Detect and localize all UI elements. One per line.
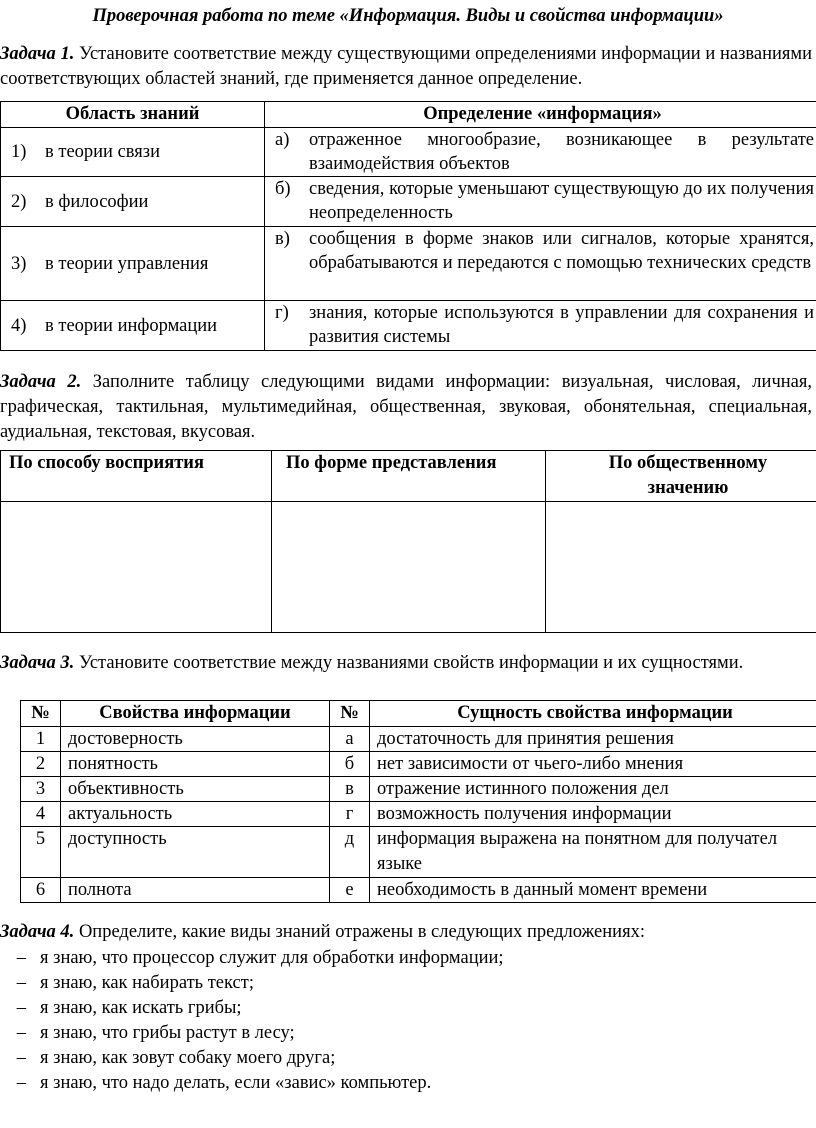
col-form-header: По форме представления: [272, 451, 546, 502]
list-item: [0, 946, 816, 971]
table-row: [21, 878, 816, 903]
table-row: [21, 727, 816, 752]
task1-label: Задача 1.: [0, 44, 75, 64]
list-item-text: я знаю, что грибы растут в лесу;: [40, 1023, 295, 1043]
table-row: [1, 301, 816, 351]
essence-text: информация выражена на понятном для получател языке: [370, 827, 816, 878]
task4-list: [0, 946, 816, 1096]
property-name: объективность: [61, 777, 330, 802]
essence-letter: в: [330, 777, 370, 802]
task1-paragraph: [0, 42, 812, 92]
field-cell: [1, 301, 265, 351]
definition-letter: а): [275, 130, 290, 150]
dash-marker: –: [16, 1073, 26, 1093]
dash-marker: –: [16, 1048, 26, 1068]
essence-text: необходимость в данный момент времени: [370, 878, 816, 903]
table-header-row: [21, 701, 816, 727]
dash-marker: –: [16, 1023, 26, 1043]
task2-text: Заполните таблицу следующими видами информации: визуальная, числовая, личная, графическая, тактильная, мультимедийная, общественная, звуковая, обонятельная, специальная, аудиальная, текстовая, вкусовая.: [0, 372, 812, 442]
dash-marker: –: [16, 973, 26, 993]
col-property-header: Свойства информации: [61, 701, 330, 727]
field-name: в философии: [45, 191, 149, 212]
property-name: понятность: [61, 752, 330, 777]
list-item-text: я знаю, что процессор служит для обработки информации;: [40, 948, 504, 968]
task3-text: Установите соответствие между названиями свойств информации и их сущностями.: [74, 653, 744, 673]
field-name: в теории связи: [45, 142, 161, 162]
row-number: 4): [11, 315, 27, 336]
col-social-header: По общественному значению: [546, 451, 816, 502]
definition-text: знания, которые используются в управлении для сохранения и развития системы: [309, 303, 814, 347]
field-cell: [1, 227, 265, 301]
task2-table: [0, 450, 816, 633]
property-number: 5: [21, 827, 61, 878]
perception-answer-cell[interactable]: [1, 502, 272, 633]
list-item: [0, 1021, 816, 1046]
property-number: 1: [21, 727, 61, 752]
task2-label: Задача 2.: [0, 372, 82, 392]
essence-text: достаточность для принятия решения: [370, 727, 816, 752]
list-item-text: я знаю, как набирать текст;: [40, 973, 254, 993]
essence-letter: б: [330, 752, 370, 777]
social-answer-cell[interactable]: [546, 502, 816, 633]
definition-text: сведения, которые уменьшают существующую до их получения неопределенность: [309, 179, 814, 223]
table-header-row: [1, 451, 816, 502]
property-number: 3: [21, 777, 61, 802]
definition-letter: б): [275, 179, 291, 199]
definition-text: отраженное многообразие, возникающее в результате взаимодействия объектов: [309, 130, 814, 174]
essence-text: возможность получения информации: [370, 802, 816, 827]
task4-text: Определите, какие виды знаний отражены в следующих предложениях:: [74, 922, 645, 942]
task4-paragraph: [0, 920, 812, 945]
property-name: актуальность: [61, 802, 330, 827]
task3-table: [20, 700, 816, 903]
definition-letter: в): [275, 229, 290, 249]
table-row: [21, 802, 816, 827]
table-row: [1, 128, 816, 177]
page-title: Проверочная работа по теме «Информация. Виды и свойства информации»: [92, 6, 724, 26]
col-number-header: №: [21, 701, 61, 727]
field-name: в теории информации: [45, 315, 218, 336]
property-number: 4: [21, 802, 61, 827]
field-cell: [1, 128, 265, 177]
essence-text: отражение истинного положения дел: [370, 777, 816, 802]
table-row: [21, 752, 816, 777]
task4-label: Задача 4.: [0, 922, 75, 942]
table-row: [21, 777, 816, 802]
col-essence-header: Сущность свойства информации: [370, 701, 816, 727]
task1-table: [0, 101, 816, 351]
dash-marker: –: [16, 998, 26, 1018]
table-row: [1, 177, 816, 227]
col-letter-header: №: [330, 701, 370, 727]
task1-text: Установите соответствие между существующими определениями информации и названиями соответствующих областей знаний, где применяется данное определение.: [0, 44, 813, 89]
property-number: 6: [21, 878, 61, 903]
list-item-text: я знаю, что надо делать, если «завис» компьютер.: [40, 1073, 432, 1093]
col-definition-header: Определение «информация»: [265, 102, 816, 128]
field-name: в теории управления: [45, 253, 209, 274]
essence-letter: д: [330, 827, 370, 878]
property-number: 2: [21, 752, 61, 777]
list-item-text: я знаю, как искать грибы;: [40, 998, 242, 1018]
essence-letter: а: [330, 727, 370, 752]
definition-cell: [265, 227, 816, 301]
col-perception-header: По способу восприятия: [1, 451, 272, 502]
task3-label: Задача 3.: [0, 653, 75, 673]
essence-letter: г: [330, 802, 370, 827]
field-cell: [1, 177, 265, 227]
table-row: [21, 827, 816, 878]
task3-paragraph: [0, 651, 812, 676]
definition-letter: г): [275, 303, 289, 323]
definition-cell: [265, 301, 816, 351]
table-header-row: [1, 102, 816, 128]
table-row: [1, 227, 816, 301]
row-number: 3): [11, 253, 27, 274]
list-item: [0, 1071, 816, 1096]
col-field-header: Область знаний: [1, 102, 265, 128]
property-name: доступность: [61, 827, 330, 878]
list-item: [0, 996, 816, 1021]
property-name: полнота: [61, 878, 330, 903]
row-number: 2): [11, 191, 27, 212]
row-number: 1): [11, 142, 27, 162]
essence-text: нет зависимости от чьего-либо мнения: [370, 752, 816, 777]
definition-cell: [265, 128, 816, 177]
list-item: [0, 971, 816, 996]
dash-marker: –: [16, 948, 26, 968]
definition-cell: [265, 177, 816, 227]
definition-text: сообщения в форме знаков или сигналов, которые хранятся, обрабатываются и передаются с помощью технических средств: [309, 229, 814, 273]
property-name: достоверность: [61, 727, 330, 752]
list-item: [0, 1046, 816, 1071]
form-answer-cell[interactable]: [272, 502, 546, 633]
list-item-text: я знаю, как зовут собаку моего друга;: [40, 1048, 336, 1068]
task2-paragraph: [0, 370, 812, 445]
table-row: [1, 502, 816, 633]
essence-letter: е: [330, 878, 370, 903]
